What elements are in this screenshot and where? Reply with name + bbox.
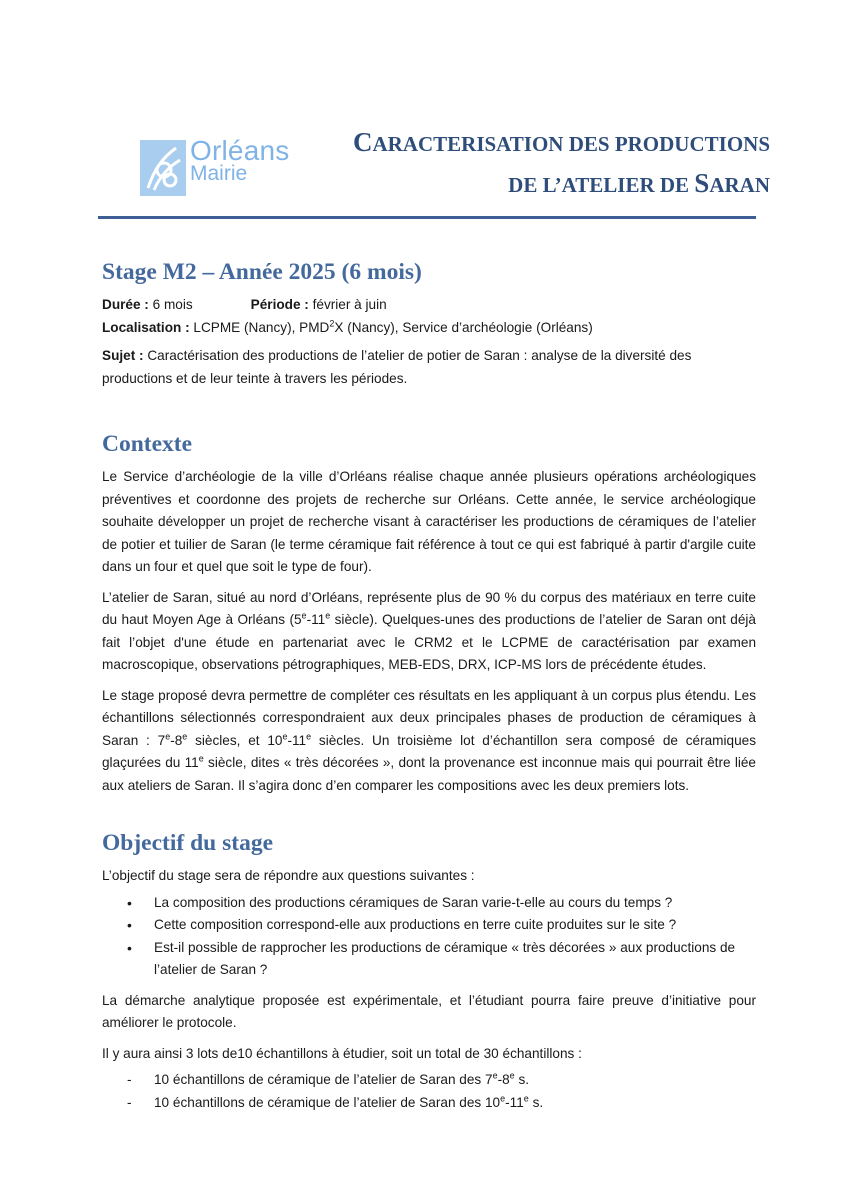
contexte-paragraph-2: L’atelier de Saran, situé au nord d’Orléans, représente plus de 90 % du corpus des matériaux en terre cuite du haut Moyen Age à Orléans (5e-11e siècle). Quelques-unes des productions de l’atelier de Saran ont déjà fait l’objet d'une étude en partenariat avec le CRM2 et le LCPME de caractérisation par examen macroscopique, observations pétrographiques, MEB-EDS, DRX, ICP-MS lors de précédente études. (102, 589, 756, 672)
sujet-paragraph: Sujet : Caractérisation des productions de l’atelier de potier de Saran : analyse de la diversité des productions et de leur teinte à travers les périodes. (102, 348, 692, 386)
title-line-1: CARACTERISATION DES PRODUCTIONS (352, 127, 770, 157)
orleans-logo-mark-icon (140, 140, 186, 196)
questions-list (102, 892, 756, 982)
demarche-paragraph: La démarche analytique proposée est expérimentale, et l’étudiant pourra faire preuve d’initiative pour améliorer le protocole. (102, 992, 756, 1030)
orleans-logo (140, 136, 310, 198)
logo-text (190, 136, 289, 185)
localisation-row: Localisation : LCPME (Nancy), PMD$^2$X (Nancy), Service d’archéologie (Orléans) (102, 317, 593, 335)
logo-name: Orléans (190, 135, 290, 166)
list-item: • Est-il possible de rapprocher les productions de céramique « très décorées » aux productions de l’atelier de Saran ? (102, 937, 756, 982)
list-item: - 10 échantillons de céramique de l’atelier de Saran des 7e-8e s. (102, 1069, 756, 1092)
document-body (102, 256, 756, 1114)
document-title (353, 124, 770, 206)
list-item: • La composition des productions céramiques de Saran varie-t-elle au cours du temps ? (102, 892, 756, 915)
contexte-heading: Contexte (102, 431, 193, 457)
contexte-paragraph-3: Le stage proposé devra permettre de compléter ces résultats en les appliquant à un corpus plus étendu. Les échantillons sélectionnés correspondraient aux deux principales phases de production de céramiques à Saran : 7e-8e siècles, et 10e-11e siècles. Un troisième lot d’échantillon sera composé de céramiques glaçurées du 11e siècle, dites « très décorées », dont la provenance est inconnue mais qui pourrait être liée aux ateliers de Saran. Il s’agira donc d’en comparer les compositions avec les deux premiers lots. (102, 687, 756, 793)
contexte-paragraph-1: Le Service d’archéologie de la ville d’Orléans réalise chaque année plusieurs opérations archéologiques préventives et coordonne des projets de recherche sur Orléans. Cette année, le service archéologique souhaite développer un projet de recherche visant à caractériser les productions de céramiques de l’atelier de potier et tuilier de Saran (le terme céramique fait référence à tout ce qui est fabriqué à partir d'argile cuite dans un four et quel que soit le type de four). (102, 469, 756, 574)
duree-periode-row: Durée : 6 mois Période : février à juin (102, 297, 387, 312)
stage-heading: Stage M2 – Année 2025 (6 mois) (102, 259, 422, 285)
list-item: • Cette composition correspond-elle aux productions en terre cuite produites sur le site ? (102, 914, 756, 937)
objectif-intro: L’objectif du stage sera de répondre aux questions suivantes : (102, 868, 475, 883)
list-item: - 10 échantillons de céramique de l’atelier de Saran des 10e-11e s. (102, 1092, 756, 1115)
title-line-2: DE L’ATELIER DE SARAN (508, 168, 770, 198)
lots-list (102, 1069, 756, 1114)
logo-subtitle: Mairie (190, 162, 248, 185)
lots-intro: Il y aura ainsi 3 lots de10 échantillons à étudier, soit un total de 30 échantillons : (102, 1045, 582, 1061)
objectif-heading: Objectif du stage (102, 830, 274, 856)
header-divider (98, 216, 756, 219)
